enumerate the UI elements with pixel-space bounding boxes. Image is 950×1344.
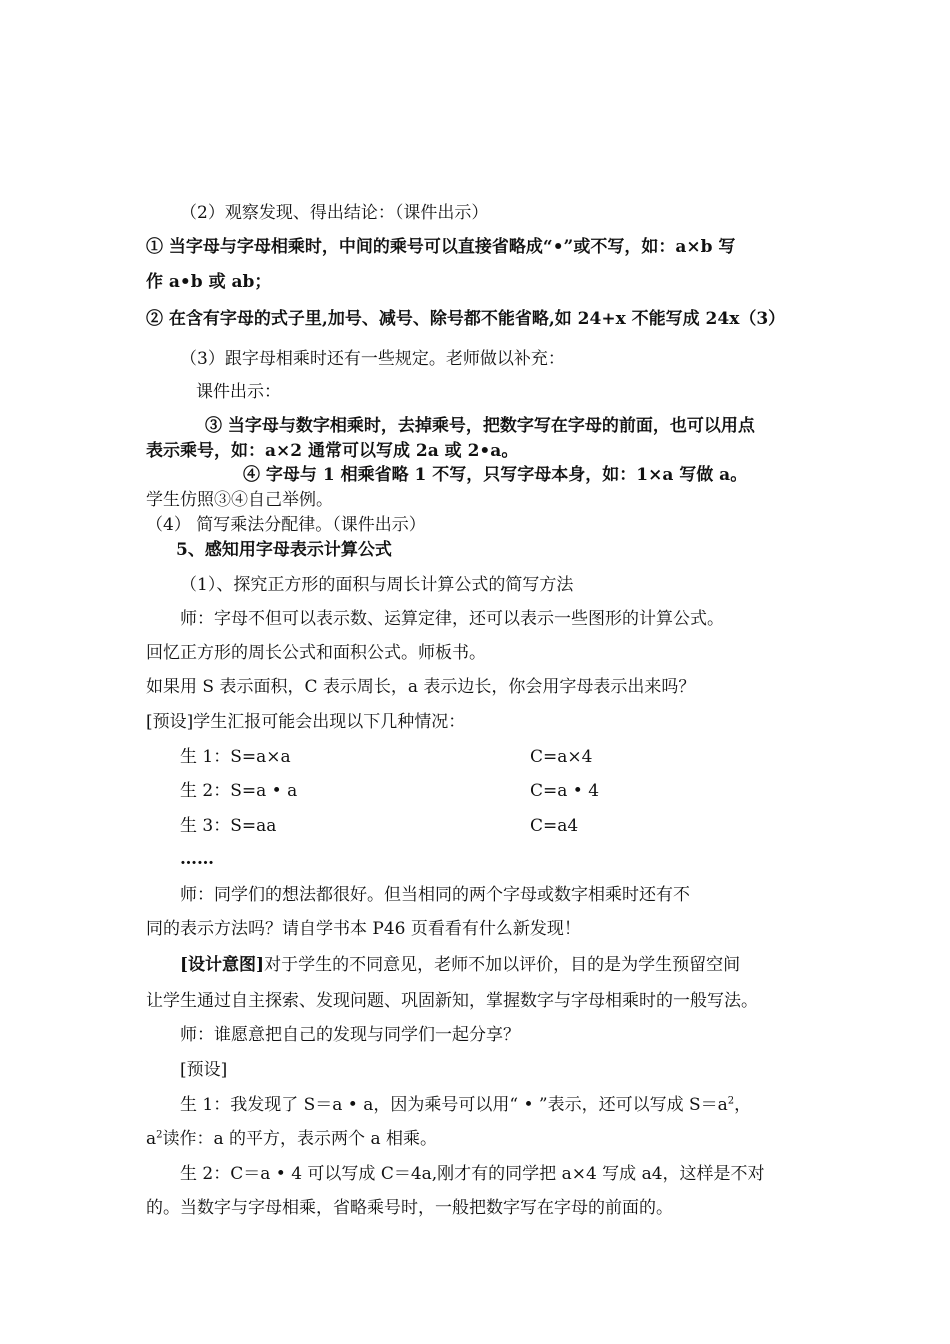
formula-row (180, 815, 580, 837)
student-1-base: a (146, 1129, 157, 1149)
superscript: 2 (156, 1129, 163, 1141)
formula-value: C=a×4 (530, 747, 593, 767)
teacher-line-2: 回忆正方形的周长公式和面积公式。师板书。 (146, 643, 486, 663)
student-1-text: 生 1：我发现了 S＝a • a，因为乘号可以用“ • ”表示，还可以写成 S＝a (180, 1095, 728, 1115)
student-example: 学生仿照③④自己举例。 (146, 490, 333, 510)
question-line: 如果用 S 表示面积，C 表示周长，a 表示边长，你会用字母表示出来吗？ (146, 677, 696, 697)
section-4-heading: （4） 简写乘法分配律。（课件出示） (146, 515, 426, 535)
design-intent-line-1 (180, 954, 740, 976)
formula-label: 生 2：S=a • a (180, 781, 298, 801)
student-1-line-2 (146, 1128, 437, 1150)
teacher-line-1: 师：字母不但可以表示数、运算定律，还可以表示一些图形的计算公式。 (180, 609, 724, 629)
rule-2: ② 在含有字母的式子里,加号、减号、除号都不能省略,如 24+x 不能写成 24x（3） (146, 309, 786, 329)
teacher-line-3: 师：同学们的想法都很好。但当相同的两个字母或数字相乘时还有不 (180, 885, 690, 905)
formula-value: C=a4 (530, 816, 579, 836)
rule-1-line-1: ① 当字母与字母相乘时，中间的乘号可以直接省略成“•”或不写，如：a×b 写 (146, 237, 736, 257)
design-intent-label: [设计意图] (180, 955, 265, 975)
design-intent-line-2: 让学生通过自主探索、发现问题、巩固新知，掌握数字与字母相乘时的一般写法。 (146, 991, 758, 1011)
teacher-line-4: 同的表示方法吗？请自学书本 P46 页看看有什么新发现！ (146, 919, 581, 939)
superscript: 2 (727, 1095, 735, 1107)
formula-label: 生 1：S=a×a (180, 747, 291, 767)
subsection-1-heading: （1）、探究正方形的面积与周长计算公式的简写方法 (180, 575, 574, 595)
preset-label: [预设] (180, 1060, 228, 1080)
formula-row (180, 746, 593, 768)
section-3-heading: （3）跟字母相乘时还有一些规定。老师做以补充： (180, 349, 565, 369)
rule-1-line-2: 作 a•b 或 ab； (146, 272, 272, 292)
student-1-line-1 (180, 1094, 751, 1116)
rule-3-line-1: ③ 当字母与数字相乘时，去掉乘号，把数字写在字母的前面，也可以用点 (205, 416, 755, 436)
formula-value: C=a • 4 (530, 781, 600, 801)
rule-4: ④ 字母与 1 相乘省略 1 不写，只写字母本身，如：1×a 写做 a。 (243, 465, 748, 485)
ellipsis: …… (180, 849, 214, 869)
student-1-reading: 读作：a 的平方，表示两个 a 相乘。 (162, 1129, 437, 1149)
formula-row (180, 780, 600, 802)
student-2-line-2: 的。当数字与字母相乘，省略乘号时，一般把数字写在字母的前面的。 (146, 1198, 673, 1218)
rule-3-line-2: 表示乘号，如：a×2 通常可以写成 2a 或 2•a。 (146, 441, 519, 461)
section-5-heading: 5、感知用字母表示计算公式 (176, 540, 392, 560)
formula-label: 生 3：S=aa (180, 816, 277, 836)
teacher-share-line: 师：谁愿意把自己的发现与同学们一起分享？ (180, 1025, 520, 1045)
student-2-line-1: 生 2：C＝a • 4 可以写成 C＝4a,刚才有的同学把 a×4 写成 a4，这样是不对 (180, 1164, 765, 1184)
design-intent-text: 对于学生的不同意见，老师不加以评价，目的是为学生预留空间 (264, 955, 741, 975)
preset-line: [预设]学生汇报可能会出现以下几种情况： (146, 712, 466, 732)
courseware-label: 课件出示： (196, 382, 281, 402)
section-2-heading: （2）观察发现、得出结论：（课件出示） (180, 203, 489, 223)
student-1-comma: ， (734, 1095, 752, 1115)
